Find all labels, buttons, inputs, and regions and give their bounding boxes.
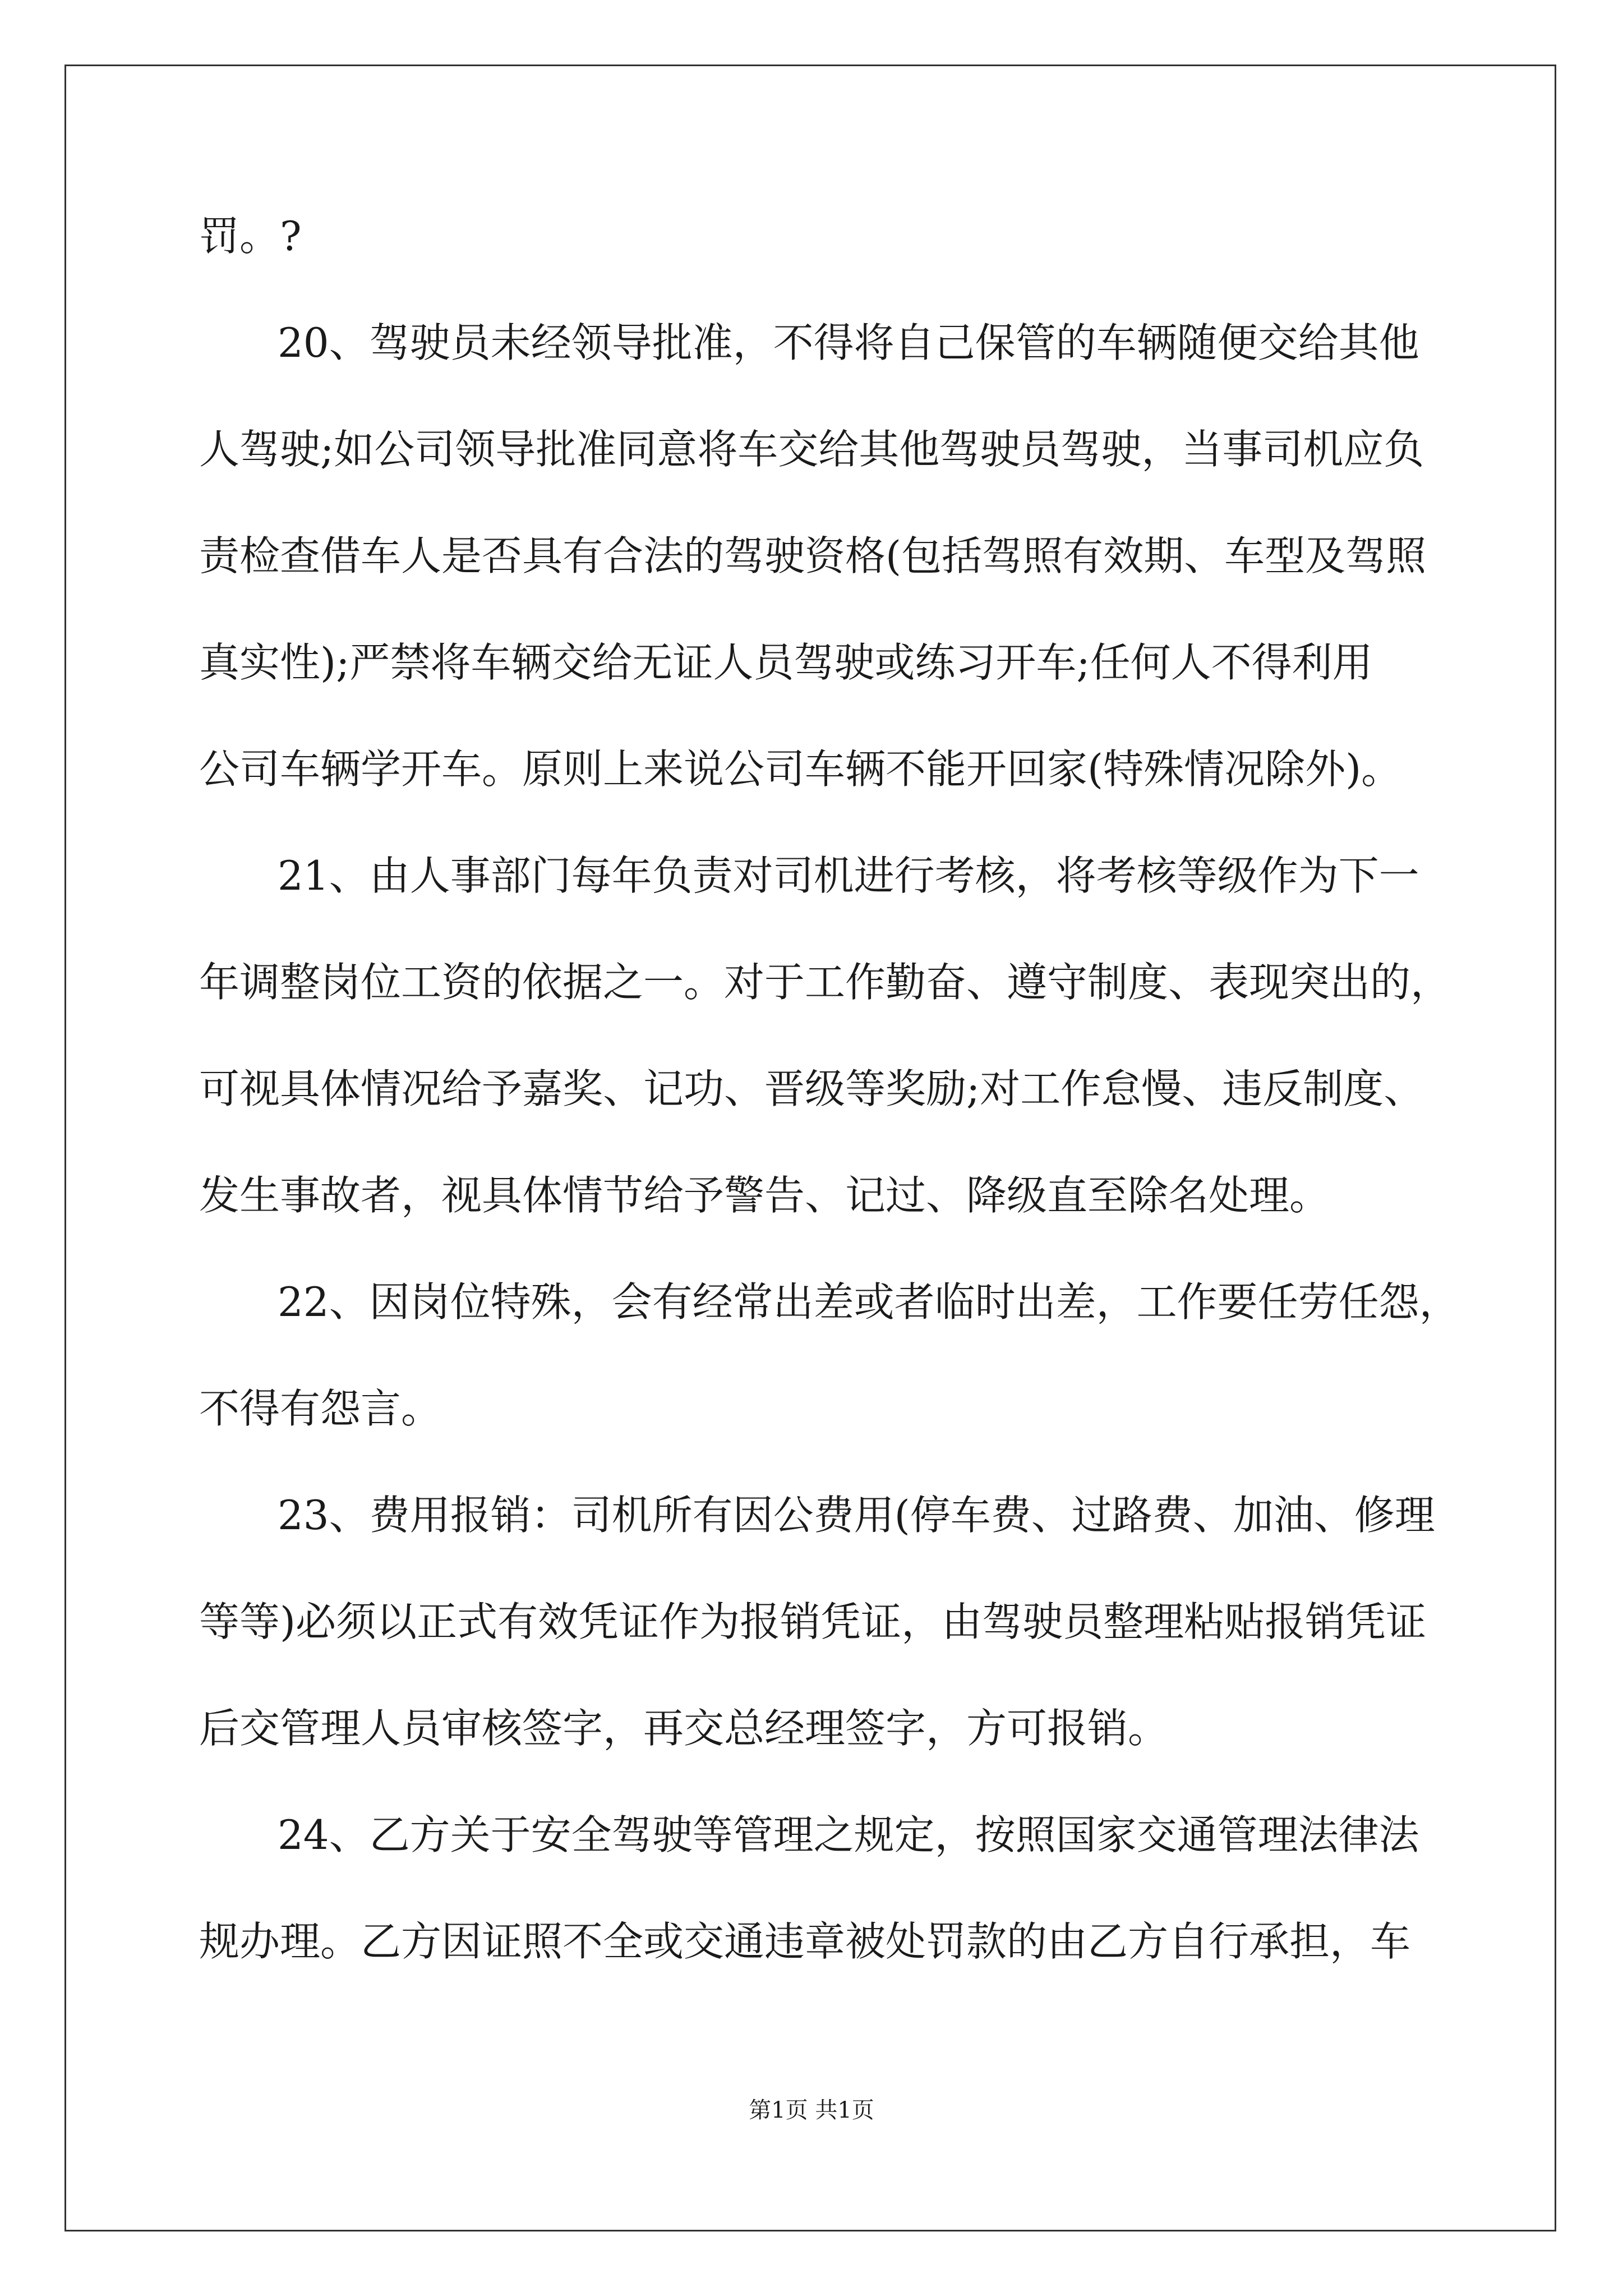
text-line: 20、驾驶员未经领导批准，不得将自己保管的车辆随便交给其他 [278, 319, 1419, 366]
text-line: 真实性);严禁将车辆交给无证人员驾驶或练习开车;任何人不得利用 [199, 639, 1373, 686]
text-line: 22、因岗位特殊，会有经常出差或者临时出差，工作要任劳任怨， [278, 1278, 1460, 1326]
text-line: 后交管理人员审核签字，再交总经理签字，方可报销。 [199, 1705, 1169, 1752]
page-number-footer: 第1页 共1页 [749, 2097, 874, 2123]
text-line: 罚。? [199, 213, 302, 260]
text-line: 等等)必须以正式有效凭证作为报销凭证，由驾驶员整理粘贴报销凭证 [199, 1598, 1427, 1645]
text-line: 可视具体情况给予嘉奖、记功、晋级等奖励;对工作怠慢、违反制度、 [199, 1065, 1424, 1112]
text-line: 人驾驶;如公司领导批准同意将车交给其他驾驶员驾驶，当事司机应负 [199, 426, 1424, 473]
text-line: 21、由人事部门每年负责对司机进行考核，将考核等级作为下一 [278, 852, 1419, 899]
text-line: 年调整岗位工资的依据之一。对于工作勤奋、遵守制度、表现突出的， [199, 959, 1451, 1006]
text-line: 责检查借车人是否具有合法的驾驶资格(包括驾照有效期、车型及驾照 [199, 532, 1427, 579]
page-border [64, 65, 1556, 2231]
text-line: 规办理。乙方因证照不全或交通违章被处罚款的由乙方自行承担，车 [199, 1918, 1411, 1965]
text-line: 公司车辆学开车。原则上来说公司车辆不能开回家(特殊情况除外)。 [199, 746, 1402, 793]
text-line: 发生事故者，视具体情节给予警告、记过、降级直至除名处理。 [199, 1172, 1330, 1219]
text-line: 24、乙方关于安全驾驶等管理之规定，按照国家交通管理法律法 [278, 1811, 1419, 1858]
text-line: 不得有怨言。 [199, 1385, 442, 1432]
text-line: 23、费用报销：司机所有因公费用(停车费、过路费、加油、修理 [278, 1492, 1435, 1539]
